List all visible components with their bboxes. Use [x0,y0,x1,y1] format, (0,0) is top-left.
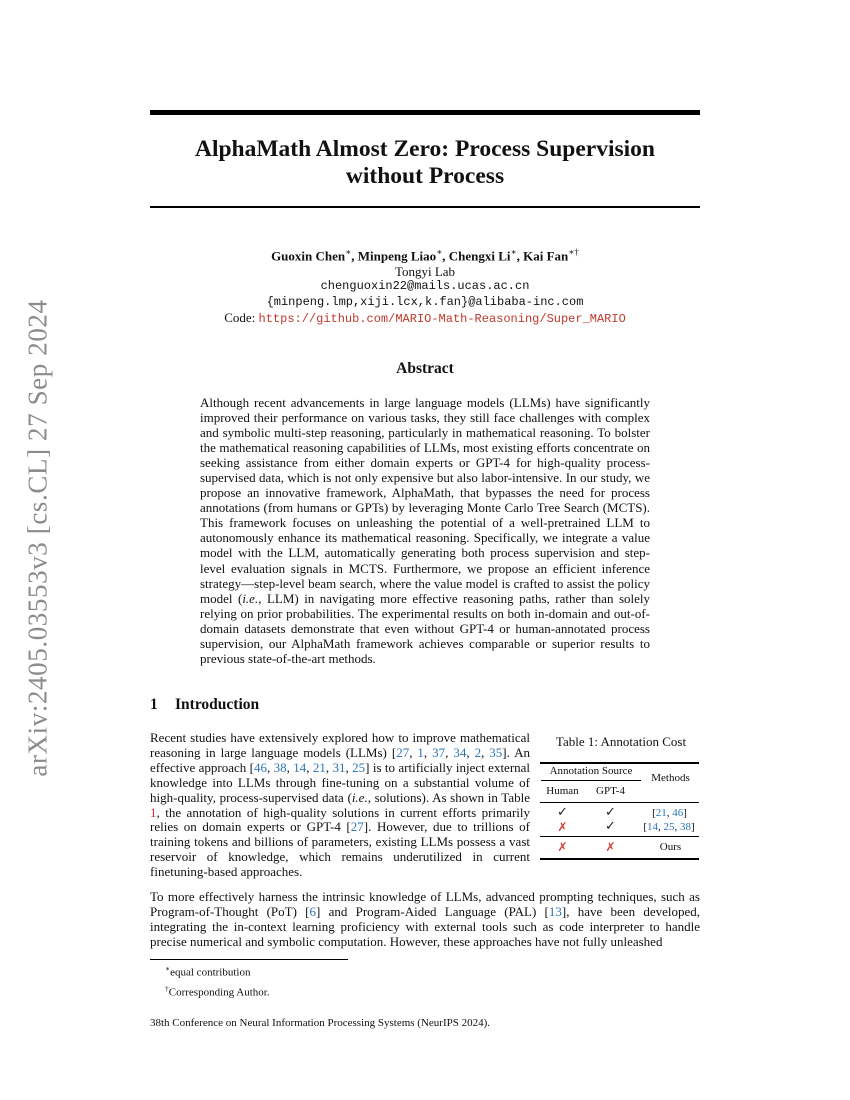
footnote-rule [150,959,348,960]
citation[interactable]: 2 [474,744,482,760]
citation[interactable]: 25 [663,821,675,833]
table-methods-row-1: [21, 46] [652,807,687,819]
table-caption: Table 1: Annotation Cost [555,734,687,749]
code-link[interactable]: https://github.com/MARIO-Math-Reasoning/Super_MARIO [258,312,626,327]
citation[interactable]: 38 [273,759,287,775]
check-icon: ✓ [557,805,568,820]
citation[interactable]: 6 [309,903,316,919]
paper-title: AlphaMath Almost Zero: Process Supervision without Process [194,136,655,189]
section-heading-introduction: 1 Introduction [150,696,260,713]
citation[interactable]: 21 [312,759,326,775]
citation[interactable]: 46 [672,807,684,819]
table-top-rule [540,762,699,764]
abstract-heading: Abstract [396,360,454,377]
title-top-rule [150,110,700,115]
arxiv-identifier: arXiv:2405.03553v3 [cs.CL] 27 Sep 2024 [22,299,53,777]
intro-paragraph-2: To more effectively harness the intrinsic knowledge of LLMs, advanced prompting techniques, such as Program-of-Thought (PoT) [6] and Program-Aided Language (PAL) [13], have been developed, integrating the in-context learning proficiency with external tools such as code interpreter to handle precise numerical and symbolic computation. However, these approaches have not fully unleashed [150,889,701,949]
footnote-equal-contribution: ∗equal contribution [165,964,251,979]
check-icon: ✓ [605,805,616,820]
citation[interactable]: 14 [647,821,658,833]
conference-note: 38th Conference on Neural Information Processing Systems (NeurIPS 2024). [150,1017,491,1029]
citation[interactable]: 14 [293,759,307,775]
citation[interactable]: 35 [489,744,503,760]
citation[interactable]: 27 [396,744,410,760]
footnotes [165,961,270,1000]
citation[interactable]: 31 [332,759,346,775]
table-bottom-rule [540,858,699,860]
code-line: Code: https://github.com/MARIO-Math-Reasoning/Super_MARIO [224,310,626,327]
footnote-corresponding-author: †Corresponding Author. [165,983,270,999]
check-icon: ✓ [605,819,616,834]
author-names: Guoxin Chen∗, Minpeng Liao∗, Chengxi Li∗, Kai Fan∗† [271,247,579,264]
cross-icon: ✗ [557,820,568,834]
table-methods-row-2: [14, 25, 38] [643,821,695,833]
citation[interactable]: 38 [680,821,691,833]
author-block [150,245,700,328]
citation[interactable]: 37 [432,744,446,760]
citation[interactable]: 21 [655,807,667,819]
table-mid-rule [540,802,699,803]
citation[interactable]: 13 [548,903,562,919]
table-header-human: Human [546,785,579,797]
table-header-gpt4: GPT-4 [596,785,625,797]
cross-icon: ✗ [557,840,568,854]
title-bottom-rule [150,206,700,208]
intro-paragraph-1: Recent studies have extensively explored how to improve mathematical reasoning in large language models (LLMs) [27, 1, 37, 34, 2, 35]. An effective approach [46, 38, 14, 21, 31, 25] is to artificially inject external knowledge into LLMs through fine-tuning on a substantial volume of high-quality, process-supervised data (i.e., solutions). As shown in Table 1, the annotation of high-quality solutions in current efforts primarily relies on domain experts or GPT-4 [27]. However, due to trillions of training tokens and billions of parameters, existing LLMs possess a vast reservoir of knowledge, which remains underutilized in current finetuning-based approaches. [150,730,531,880]
email-group: {minpeng.lmp,xiji.lcx,k.fan}@alibaba-inc.com [266,294,584,309]
citation[interactable]: 46 [253,759,267,775]
citation[interactable]: 1 [417,744,424,760]
table-header-annotation-source: Annotation Source [549,765,633,777]
table-methods-row-3: Ours [659,841,682,853]
citation[interactable]: 25 [352,759,366,775]
table-header-methods: Methods [651,772,690,784]
abstract-body: Although recent advancements in large language models (LLMs) have significantly improved their performance on various tasks, they still face challenges with complex and symbolic multi-step reasoning, particularly in mathematical reasoning. To bolster the mathematical reasoning capabilities of LLMs, most existing efforts concentrate on seeking assistance from either domain experts or GPT-4 for high-quality process-supervised data, which is not only expensive but also labor-intensive. In our study, we propose an innovative framework, AlphaMath, that bypasses the need for process annotations (from humans or GPTs) by leveraging Monte Carlo Tree Search (MCTS). This framework focuses on unleashing the potential of a well-pretrained LLM to autonomously enhance its mathematical reasoning. Specifically, we integrate a value model with the LLM, automatically generating both process supervision and step-level evaluation signals in MCTS. Furthermore, we propose an efficient inference strategy—step-level beam search, where the value model is crafted to assist the policy model (i.e., LLM) in navigating more effective reasoning paths, rather than solely relying on prior probabilities. The experimental results on both in-domain and out-of-domain datasets demonstrate that even without GPT-4 or human-annotated process supervision, our AlphaMath framework achieves comparable or superior results to previous state-of-the-art methods. [200,395,650,666]
table-separator-rule [540,836,699,837]
citation[interactable]: 27 [350,819,364,835]
cross-icon: ✗ [605,840,616,854]
table-reference[interactable]: 1 [150,804,157,820]
email-primary: chenguoxin22@mails.ucas.ac.cn [320,279,530,294]
table-group-rule [541,780,641,781]
citation[interactable]: 34 [453,744,467,760]
affiliation: Tongyi Lab [394,263,456,279]
